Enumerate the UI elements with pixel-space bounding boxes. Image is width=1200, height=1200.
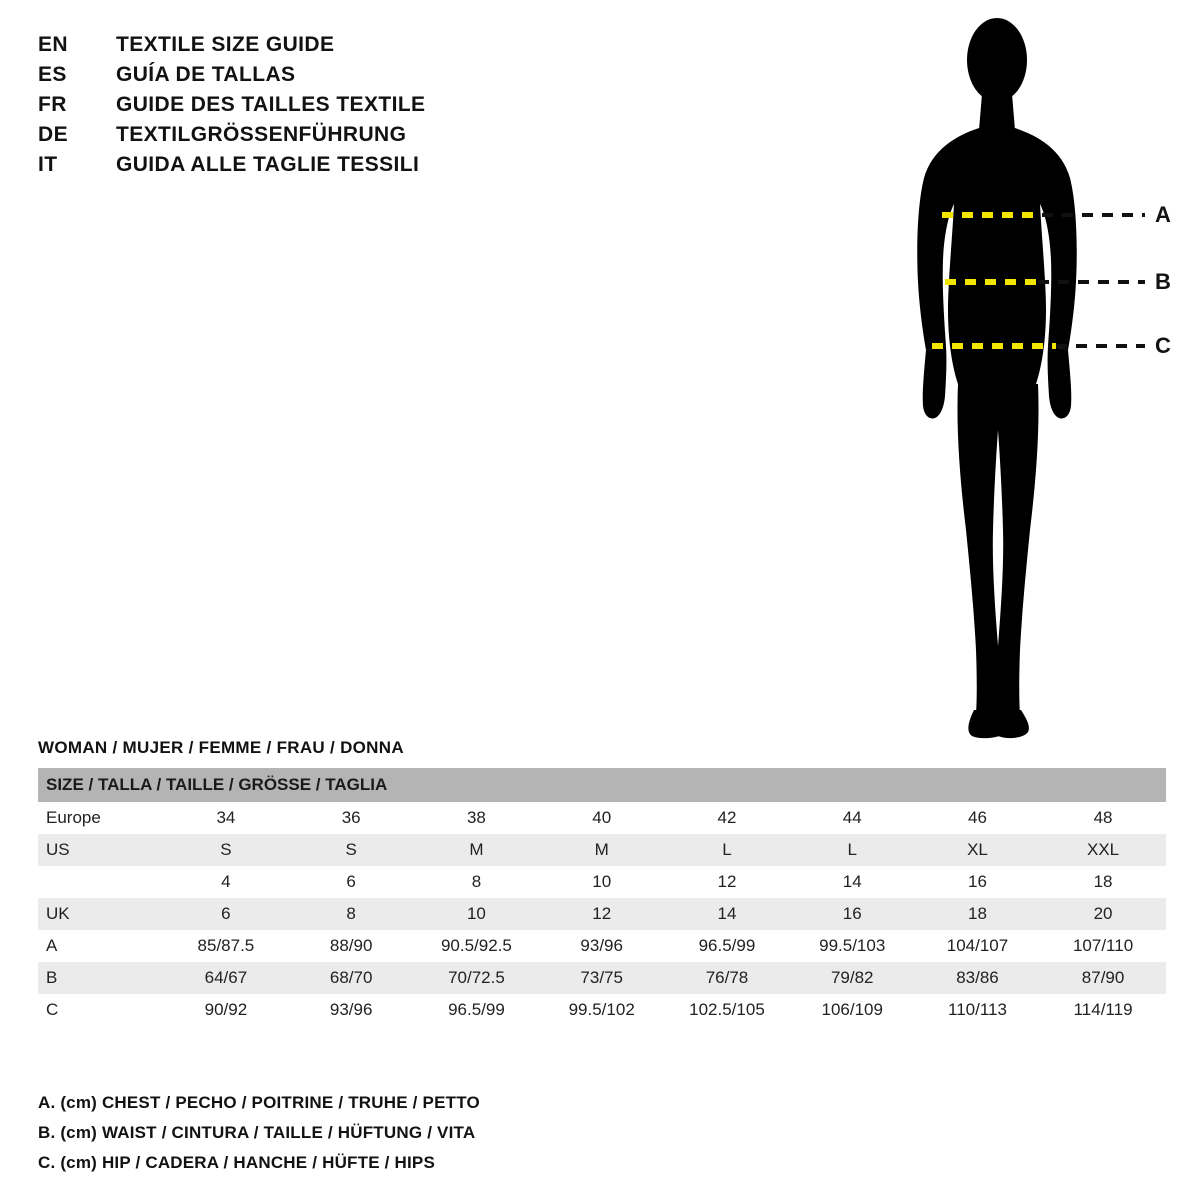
cell: 14 <box>790 866 915 898</box>
language-code-es: ES <box>38 63 67 86</box>
language-code-it: IT <box>38 153 58 176</box>
body-measurement-figure <box>860 10 1190 750</box>
cell: 16 <box>790 898 915 930</box>
cell: 96.5/99 <box>414 994 539 1026</box>
table-row <box>38 802 1166 834</box>
cell: 87/90 <box>1040 962 1166 994</box>
cell: S <box>289 834 414 866</box>
cell: 6 <box>163 898 288 930</box>
cell: 10 <box>539 866 664 898</box>
cell: 6 <box>289 866 414 898</box>
cell: XL <box>915 834 1040 866</box>
table-row <box>38 834 1166 866</box>
language-row <box>38 90 598 120</box>
row-label-uk: UK <box>38 898 163 930</box>
cell: 93/96 <box>539 930 664 962</box>
cell: M <box>414 834 539 866</box>
cell: S <box>163 834 288 866</box>
size-table <box>38 768 1166 1026</box>
cell: 42 <box>664 802 789 834</box>
row-label-europe: Europe <box>38 802 163 834</box>
cell: 99.5/102 <box>539 994 664 1026</box>
cell: 88/90 <box>289 930 414 962</box>
cell: 85/87.5 <box>163 930 288 962</box>
table-row <box>38 994 1166 1026</box>
cell: 20 <box>1040 898 1166 930</box>
cell: 48 <box>1040 802 1166 834</box>
table-row <box>38 962 1166 994</box>
table-section-title: WOMAN / MUJER / FEMME / FRAU / DONNA <box>38 738 404 757</box>
language-code-en: EN <box>38 33 68 56</box>
row-label-b: B <box>38 962 163 994</box>
cell: 44 <box>790 802 915 834</box>
cell: 73/75 <box>539 962 664 994</box>
table-row <box>38 866 1166 898</box>
legend-hip: C. (cm) HIP / CADERA / HANCHE / HÜFTE / HIPS <box>38 1153 436 1172</box>
cell: 8 <box>414 866 539 898</box>
cell: 99.5/103 <box>790 930 915 962</box>
cell: 18 <box>1040 866 1166 898</box>
table-row <box>38 930 1166 962</box>
language-title-de: TEXTILGRÖSSENFÜHRUNG <box>116 123 407 146</box>
cell: 12 <box>539 898 664 930</box>
cell: 110/113 <box>915 994 1040 1026</box>
language-code-de: DE <box>38 123 68 146</box>
cell: 16 <box>915 866 1040 898</box>
size-table-section <box>38 738 1166 1026</box>
measure-label-b: B <box>1155 269 1171 294</box>
cell: L <box>664 834 789 866</box>
legend-waist: B. (cm) WAIST / CINTURA / TAILLE / HÜFTUNG / VITA <box>38 1123 476 1142</box>
cell: L <box>790 834 915 866</box>
language-title-es: GUÍA DE TALLAS <box>116 63 296 86</box>
cell: M <box>539 834 664 866</box>
cell: 90.5/92.5 <box>414 930 539 962</box>
measure-label-c: C <box>1155 333 1171 358</box>
legend-chest: A. (cm) CHEST / PECHO / POITRINE / TRUHE / PETTO <box>38 1093 480 1112</box>
cell: 76/78 <box>664 962 789 994</box>
language-row <box>38 30 598 60</box>
cell: 106/109 <box>790 994 915 1026</box>
row-label-us-numeric <box>38 866 163 898</box>
language-row <box>38 120 598 150</box>
row-label-a: A <box>38 930 163 962</box>
language-title-block <box>38 30 598 180</box>
language-title-en: TEXTILE SIZE GUIDE <box>116 33 335 56</box>
cell: 8 <box>289 898 414 930</box>
cell: 34 <box>163 802 288 834</box>
cell: 107/110 <box>1040 930 1166 962</box>
cell: 38 <box>414 802 539 834</box>
cell: 79/82 <box>790 962 915 994</box>
table-header-row <box>38 768 1166 802</box>
language-title-it: GUIDA ALLE TAGLIE TESSILI <box>116 153 420 176</box>
cell: XXL <box>1040 834 1166 866</box>
cell: 36 <box>289 802 414 834</box>
cell: 10 <box>414 898 539 930</box>
row-label-c: C <box>38 994 163 1026</box>
table-row <box>38 898 1166 930</box>
cell: 18 <box>915 898 1040 930</box>
female-silhouette-icon <box>860 10 1190 750</box>
language-row <box>38 150 598 180</box>
language-code-fr: FR <box>38 93 67 116</box>
cell: 83/86 <box>915 962 1040 994</box>
row-label-us: US <box>38 834 163 866</box>
cell: 14 <box>664 898 789 930</box>
cell: 93/96 <box>289 994 414 1026</box>
cell: 70/72.5 <box>414 962 539 994</box>
cell: 90/92 <box>163 994 288 1026</box>
cell: 40 <box>539 802 664 834</box>
cell: 68/70 <box>289 962 414 994</box>
cell: 46 <box>915 802 1040 834</box>
cell: 96.5/99 <box>664 930 789 962</box>
cell: 102.5/105 <box>664 994 789 1026</box>
language-row <box>38 60 598 90</box>
measure-label-a: A <box>1155 202 1171 227</box>
cell: 104/107 <box>915 930 1040 962</box>
measurement-legend <box>38 1088 938 1178</box>
table-header-label: SIZE / TALLA / TAILLE / GRÖSSE / TAGLIA <box>38 768 1166 802</box>
language-title-fr: GUIDE DES TAILLES TEXTILE <box>116 93 426 116</box>
cell: 4 <box>163 866 288 898</box>
cell: 114/119 <box>1040 994 1166 1026</box>
cell: 12 <box>664 866 789 898</box>
cell: 64/67 <box>163 962 288 994</box>
